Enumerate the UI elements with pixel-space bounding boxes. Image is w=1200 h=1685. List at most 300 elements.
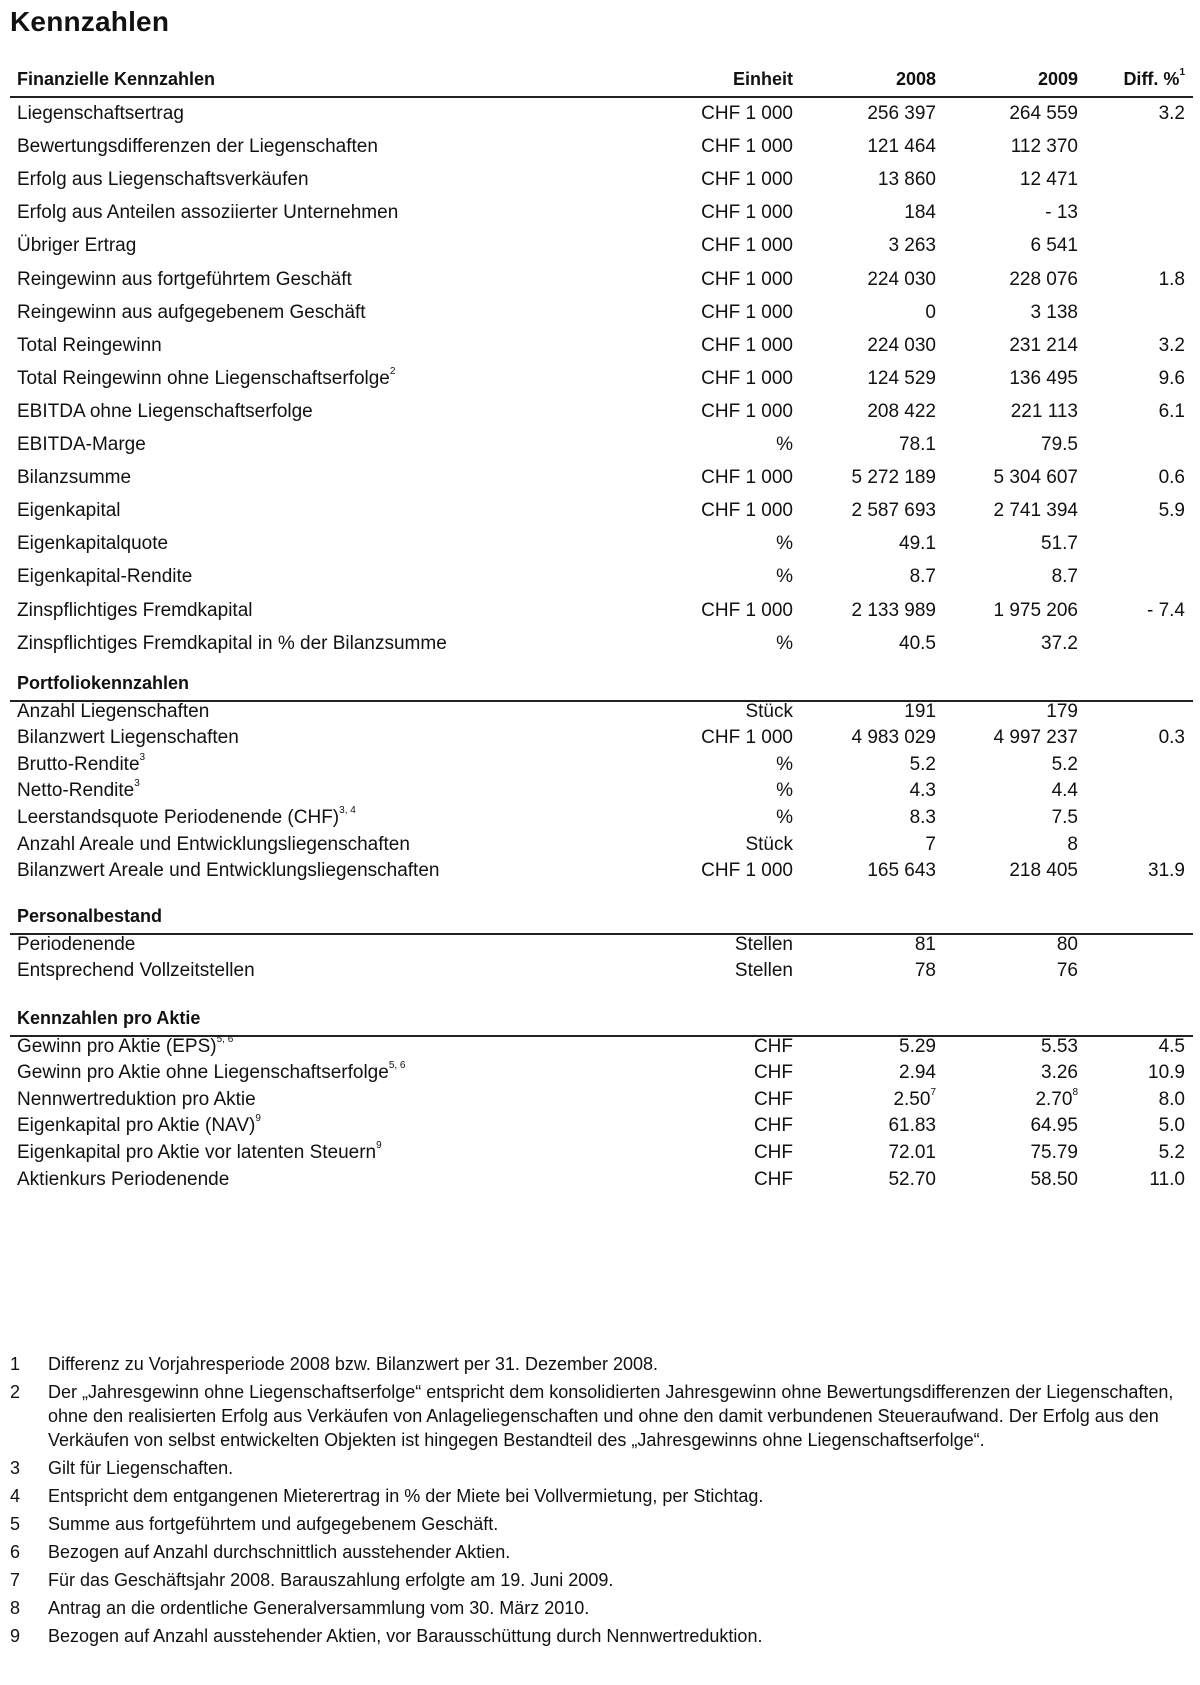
row-label-text: Nennwertreduktion pro Aktie: [17, 1088, 256, 1110]
footnote-number: 1: [10, 1354, 21, 1374]
header-year-2009: 2009: [1037, 69, 1078, 89]
row-label-text: EBITDA ohne Liegenschaftserfolge: [17, 400, 313, 422]
financial-rows: [10, 98, 1193, 661]
table-row: [10, 628, 1193, 661]
value-2008-text: 49.1: [899, 533, 936, 555]
value-2009-text: 5 304 607: [993, 467, 1078, 489]
row-label-text: Eigenkapital: [17, 500, 121, 522]
row-label: [17, 566, 192, 588]
row-label: [17, 633, 447, 655]
value-2008-text: 2 133 989: [851, 599, 936, 621]
personnel-table: [10, 907, 1193, 988]
value-2009: [1041, 533, 1078, 555]
footnote-number: 9: [10, 1626, 21, 1646]
header-diff-text: Diff. %: [1123, 69, 1180, 89]
row-label: [17, 1169, 229, 1191]
value-2009: [1009, 335, 1078, 357]
row-label-text: Anzahl Areale und Entwicklungsliegenschaften: [17, 833, 410, 855]
table-row: [10, 1060, 1193, 1091]
table-row: [10, 330, 1193, 363]
row-unit: Stellen: [734, 933, 793, 955]
footnote-number: 3: [10, 1458, 21, 1478]
value-2009-text: 264 559: [1009, 103, 1078, 125]
footnote-text: Gilt für Liegenschaften.: [48, 1458, 234, 1478]
personnel-rows: [10, 935, 1193, 988]
value-2008-text: 5.29: [899, 1035, 936, 1057]
table-row: [10, 561, 1193, 594]
value-diff: 11.0: [1149, 1168, 1185, 1190]
value-2008: [925, 302, 936, 324]
row-label: [17, 169, 309, 191]
value-2009-text: 4 997 237: [993, 727, 1078, 749]
table-row: [10, 751, 1193, 782]
row-label: [17, 467, 131, 489]
value-2008-text: 0: [925, 301, 936, 323]
table-row: [10, 363, 1193, 396]
table-row: [10, 962, 1193, 989]
footnote-item: [10, 1512, 1190, 1536]
value-diff: 0.3: [1158, 727, 1185, 749]
row-label-text: Reingewinn aus fortgeführtem Geschäft: [17, 268, 352, 290]
row-label: [17, 235, 136, 257]
row-unit: CHF 1 000: [701, 202, 793, 224]
row-unit: Stück: [745, 700, 793, 722]
footnote-item: [10, 1596, 1190, 1620]
value-2008: [867, 103, 936, 125]
footnote-number: 4: [10, 1486, 21, 1506]
row-unit: CHF 1 000: [701, 467, 793, 489]
table-row: [10, 230, 1193, 263]
table-row: [10, 98, 1193, 131]
value-2009: [1052, 754, 1078, 776]
footnote-ref: 3: [139, 751, 146, 763]
row-unit: %: [776, 806, 793, 828]
value-2008: [851, 467, 936, 489]
footnote-ref: 8: [1072, 1086, 1078, 1098]
value-2009: [1057, 934, 1078, 956]
row-label-text: Total Reingewinn: [17, 334, 162, 356]
row-label-text: Eigenkapital-Rendite: [17, 566, 193, 588]
row-unit: CHF 1 000: [701, 599, 793, 621]
row-label-text: Bilanzsumme: [17, 467, 132, 489]
row-label: [17, 202, 398, 224]
value-2009-text: 1 975 206: [993, 599, 1078, 621]
value-2009: [1035, 1086, 1078, 1111]
value-2009: [1030, 302, 1078, 324]
row-label-text: Reingewinn aus aufgegebenem Geschäft: [17, 301, 366, 323]
value-2008-text: 124 529: [867, 367, 936, 389]
row-unit: %: [776, 780, 793, 802]
footnote-ref: 7: [930, 1086, 936, 1098]
value-2008: [899, 633, 936, 655]
value-2008: [904, 202, 936, 224]
value-2008: [888, 1142, 936, 1164]
row-label: [17, 302, 366, 324]
row-unit: Stellen: [734, 960, 793, 981]
row-label-text: Anzahl Liegenschaften: [17, 700, 210, 722]
row-label: [17, 533, 168, 555]
row-label-text: Entsprechend Vollzeitstellen: [17, 960, 255, 981]
value-2009-text: 58.50: [1030, 1168, 1078, 1190]
value-2008: [899, 1062, 936, 1084]
table-row: [10, 1033, 1193, 1064]
value-2008: [867, 269, 936, 291]
value-2009-text: 231 214: [1009, 334, 1078, 356]
value-2009: [1052, 566, 1078, 588]
row-label-text: Periodenende: [17, 933, 136, 955]
value-2008-text: 5 272 189: [851, 467, 936, 489]
row-label: [17, 1139, 382, 1164]
section-header: [10, 1009, 1193, 1037]
table-row: [10, 1139, 1193, 1170]
row-unit: CHF 1 000: [701, 727, 793, 749]
value-2009: [1009, 103, 1078, 125]
row-label-text: Bewertungsdifferenzen der Liegenschaften: [17, 136, 378, 158]
value-2008-text: 61.83: [888, 1115, 936, 1137]
row-label-text: Gewinn pro Aktie (EPS): [17, 1035, 217, 1057]
value-2008: [867, 335, 936, 357]
table-row: [10, 164, 1193, 197]
row-label-text: Zinspflichtiges Fremdkapital in % der Bilanzsumme: [17, 632, 447, 654]
footnote-item: [10, 1456, 1190, 1480]
row-unit: CHF: [753, 1062, 793, 1084]
value-2009-text: 6 541: [1030, 235, 1078, 257]
row-label: [17, 269, 352, 291]
table-header: [10, 68, 1193, 98]
row-label: [17, 1089, 256, 1111]
row-label: [17, 834, 410, 856]
table-row: [10, 862, 1193, 889]
table-row: [10, 131, 1193, 164]
value-2008: [925, 834, 936, 856]
footnote-text: Summe aus fortgeführtem und aufgegebenem Geschäft.: [48, 1514, 499, 1534]
footnote-number: 6: [10, 1542, 21, 1562]
row-label-text: Brutto-Rendite: [17, 753, 140, 775]
value-2009-text: 218 405: [1009, 860, 1078, 882]
table-row: [10, 263, 1193, 296]
value-2009: [1009, 860, 1078, 882]
value-2009: [1011, 136, 1078, 158]
value-diff: 5.0: [1158, 1115, 1185, 1137]
value-diff: 3.2: [1158, 334, 1185, 356]
value-2008-text: 40.5: [899, 632, 936, 654]
row-label: [17, 434, 146, 456]
value-2009: [1030, 1169, 1078, 1191]
footnote-item: [10, 1484, 1190, 1508]
row-label: [17, 751, 146, 776]
value-diff: 31.9: [1148, 860, 1185, 882]
row-label-text: Eigenkapital pro Aktie vor latenten Steuern: [17, 1141, 377, 1163]
row-label: [17, 401, 313, 423]
value-2008: [893, 1086, 936, 1111]
value-2008-text: 78: [914, 960, 936, 981]
value-2008-text: 2.50: [893, 1088, 931, 1110]
table-row: [10, 1170, 1193, 1197]
row-label-text: Aktienkurs Periodenende: [17, 1168, 230, 1190]
value-2009: [1052, 780, 1078, 802]
footnote-number: 2: [10, 1382, 21, 1402]
row-label: [17, 727, 239, 749]
value-2008-text: 208 422: [867, 400, 936, 422]
value-2009-text: 75.79: [1030, 1141, 1078, 1163]
row-unit: Stück: [745, 833, 793, 855]
value-2008-text: 224 030: [867, 334, 936, 356]
row-unit: %: [776, 566, 793, 588]
header-unit: Einheit: [732, 69, 793, 89]
section-title: Kennzahlen pro Aktie: [17, 1008, 201, 1028]
footnote-item: [10, 1624, 1190, 1648]
row-label: [17, 136, 378, 158]
footnote-ref: 3: [134, 778, 140, 790]
row-label-text: Zinspflichtiges Fremdkapital: [17, 599, 253, 621]
row-label-text: Eigenkapital pro Aktie (NAV): [17, 1115, 256, 1137]
footnote-text: Antrag an die ordentliche Generalversammlung vom 30. März 2010.: [48, 1598, 590, 1618]
value-2009-text: 37.2: [1041, 632, 1078, 654]
value-2008: [910, 754, 936, 776]
header-year-2008: 2008: [895, 69, 936, 89]
table-row: [10, 495, 1193, 528]
value-2008-text: 78.1: [899, 434, 936, 456]
footnote-number: 5: [10, 1514, 21, 1534]
value-2009-text: 76: [1056, 960, 1078, 981]
footnote-number: 8: [10, 1598, 21, 1618]
value-2009: [1067, 834, 1078, 856]
value-diff: 6.1: [1158, 400, 1185, 422]
row-unit: %: [776, 533, 793, 555]
row-label-text: Bilanzwert Areale und Entwicklungsliegenschaften: [17, 860, 440, 882]
value-2009-text: 3.26: [1041, 1062, 1078, 1084]
row-label-text: Netto-Rendite: [17, 780, 135, 802]
value-2008-text: 8.7: [909, 566, 936, 588]
section-title: Portfoliokennzahlen: [17, 673, 190, 693]
value-2008-text: 81: [914, 933, 936, 955]
footnote-ref: 2: [389, 365, 396, 377]
footnote-text: Bezogen auf Anzahl durchschnittlich ausstehender Aktien.: [48, 1542, 511, 1562]
row-label: [17, 600, 252, 622]
footnote-text: Bezogen auf Anzahl ausstehender Aktien, vor Barausschüttung durch Nennwertreduktion.: [48, 1626, 763, 1646]
value-2008: [899, 533, 936, 555]
row-label: [17, 860, 439, 882]
section-title: Personalbestand: [17, 906, 163, 926]
value-2008-text: 13 860: [877, 169, 936, 191]
value-2008-text: 165 643: [867, 860, 936, 882]
value-diff: 4.5: [1158, 1035, 1185, 1057]
value-2008: [851, 500, 936, 522]
page-title: Kennzahlen: [10, 6, 170, 37]
row-label-text: Erfolg aus Liegenschaftsverkäufen: [17, 169, 309, 191]
value-2009-text: - 13: [1045, 202, 1078, 224]
value-2009: [1057, 960, 1078, 982]
row-label: [17, 103, 184, 125]
value-2009-text: 79.5: [1041, 434, 1078, 456]
table-row: [10, 778, 1193, 809]
row-unit: CHF: [753, 1168, 793, 1190]
value-2009: [1041, 633, 1078, 655]
value-2008-text: 184: [904, 202, 936, 224]
value-2009-text: 2 741 394: [993, 500, 1078, 522]
footnote-item: [10, 1380, 1190, 1452]
row-label: [17, 701, 209, 723]
row-label: [17, 1115, 261, 1137]
financial-table: [10, 68, 1193, 661]
per-share-table: [10, 1009, 1193, 1197]
value-2008: [888, 1115, 936, 1137]
value-2009: [993, 600, 1078, 622]
value-2009: [1041, 434, 1078, 456]
value-2008-text: 224 030: [867, 268, 936, 290]
value-2009: [1030, 1115, 1078, 1137]
value-2008: [904, 701, 936, 723]
value-2008: [888, 1169, 936, 1191]
value-2009-text: 64.95: [1030, 1115, 1078, 1137]
value-2008-text: 3 263: [888, 235, 936, 257]
value-2009-text: 4.4: [1051, 780, 1078, 802]
value-2009-text: 12 471: [1019, 169, 1078, 191]
row-unit: CHF 1 000: [701, 301, 793, 323]
row-unit: CHF 1 000: [701, 860, 793, 882]
row-label-text: EBITDA-Marge: [17, 434, 146, 456]
value-diff: 3.2: [1158, 103, 1185, 125]
row-label: [17, 1062, 406, 1084]
value-2008: [867, 368, 936, 390]
row-label-text: Bilanzwert Liegenschaften: [17, 727, 239, 749]
row-unit: CHF: [753, 1035, 793, 1057]
row-label-text: Eigenkapitalquote: [17, 533, 169, 555]
value-diff: 5.2: [1158, 1141, 1185, 1163]
value-2009: [993, 467, 1078, 489]
value-diff: 0.6: [1158, 467, 1185, 489]
value-2009-text: 80: [1056, 933, 1078, 955]
value-2009: [1011, 401, 1078, 423]
value-2009: [993, 500, 1078, 522]
table-row: [10, 729, 1193, 756]
value-2009: [1009, 269, 1078, 291]
header-label: Finanzielle Kennzahlen: [17, 69, 216, 89]
portfolio-table: [10, 674, 1193, 888]
row-label: [17, 365, 396, 390]
footnote-ref: 9: [255, 1113, 261, 1125]
footnote-item: [10, 1352, 1190, 1376]
value-2008: [915, 960, 936, 982]
value-2008-text: 52.70: [888, 1168, 936, 1190]
row-label-text: Leerstandsquote Periodenende (CHF): [17, 806, 340, 828]
footnote-text: Der „Jahresgewinn ohne Liegenschaftserfolge“ entspricht dem konsolidierten Jahresgewinn ohne Bewertungsdifferenzen der Liegenschaften, ohne den realisierten Erfolg aus Verkäufen von Anlageliegenschaften und ohne den damit verbundenen Steueraufwand. Der Erfolg aus den Verkäufen von selbst entwickelten Objekten ist hingegen Bestandteil des „Jahresgewinns ohne Liegenschaftserfolge“.: [48, 1382, 1174, 1450]
row-unit: CHF 1 000: [701, 169, 793, 191]
row-unit: CHF 1 000: [701, 334, 793, 356]
value-2008: [878, 169, 936, 191]
value-2009: [1045, 202, 1078, 224]
row-unit: CHF: [753, 1088, 793, 1110]
value-2008: [867, 860, 936, 882]
value-2009: [993, 727, 1078, 749]
row-label: [17, 780, 140, 802]
value-2009: [1041, 1062, 1078, 1084]
value-2009: [1009, 368, 1078, 390]
value-2009-text: 228 076: [1009, 268, 1078, 290]
value-2009-text: 112 370: [1010, 136, 1078, 158]
value-2009: [1052, 807, 1078, 829]
table-row: [10, 935, 1193, 962]
per-share-rows: [10, 1033, 1193, 1197]
value-2009-text: 5.53: [1041, 1035, 1078, 1057]
table-row: [10, 594, 1193, 627]
value-2009-text: 8.7: [1051, 566, 1078, 588]
row-label: [17, 1033, 234, 1058]
row-unit: CHF 1 000: [701, 367, 793, 389]
footnote-ref: 1: [1179, 67, 1185, 78]
value-2009-text: 136 495: [1009, 367, 1078, 389]
section-header: [10, 674, 1193, 702]
row-unit: CHF 1 000: [701, 235, 793, 257]
row-unit: CHF 1 000: [701, 400, 793, 422]
value-2008: [851, 600, 936, 622]
row-label-text: Übriger Ertrag: [17, 235, 137, 257]
value-2008-text: 5.2: [909, 753, 936, 775]
value-2009: [1030, 1142, 1078, 1164]
value-2009-text: 7.5: [1051, 806, 1078, 828]
footnote-ref: 3, 4: [339, 804, 356, 816]
row-label: [17, 335, 162, 357]
table-row: [10, 804, 1193, 835]
value-2009: [1020, 169, 1078, 191]
value-2009-text: 179: [1046, 700, 1078, 722]
row-label-text: Total Reingewinn ohne Liegenschaftserfolge: [17, 367, 390, 389]
row-label-text: Gewinn pro Aktie ohne Liegenschaftserfolge: [17, 1062, 389, 1084]
row-label: [17, 804, 356, 829]
footnote-ref: 5, 6: [216, 1033, 234, 1045]
value-2008-text: 256 397: [867, 103, 936, 125]
table-row: [10, 835, 1193, 862]
table-row: [10, 1086, 1193, 1117]
footnote-item: [10, 1540, 1190, 1564]
value-diff: 9.6: [1158, 367, 1185, 389]
table-row: [10, 297, 1193, 330]
footnote-text: Entspricht dem entgangenen Mieterertrag in % der Miete bei Vollvermietung, per Stichtag.: [48, 1486, 764, 1506]
value-diff: 1.8: [1158, 268, 1185, 290]
value-2008: [915, 934, 936, 956]
table-row: [10, 429, 1193, 462]
value-2008-text: 8.3: [909, 806, 936, 828]
portfolio-rows: [10, 702, 1193, 888]
value-2009-text: 3 138: [1030, 301, 1078, 323]
value-diff: - 7.4: [1146, 599, 1185, 621]
row-label: [17, 500, 121, 522]
row-label-text: Erfolg aus Anteilen assoziierter Unternehmen: [17, 202, 399, 224]
value-diff: 5.9: [1158, 500, 1185, 522]
table-row: [10, 197, 1193, 230]
value-2008-text: 4 983 029: [851, 727, 936, 749]
table-row: [10, 396, 1193, 429]
value-2008-text: 191: [904, 700, 936, 722]
value-diff: 8.0: [1158, 1088, 1185, 1110]
footnote-text: Differenz zu Vorjahresperiode 2008 bzw. Bilanzwert per 31. Dezember 2008.: [48, 1354, 659, 1374]
value-2008-text: 2.94: [899, 1062, 936, 1084]
value-2008: [851, 727, 936, 749]
table-row: [10, 462, 1193, 495]
value-2009: [1041, 1036, 1078, 1058]
value-2008: [899, 434, 936, 456]
value-2008-text: 7: [925, 833, 936, 855]
row-unit: CHF 1 000: [701, 136, 793, 158]
table-row: [10, 702, 1193, 729]
value-2008: [888, 235, 936, 257]
row-unit: CHF 1 000: [701, 268, 793, 290]
value-diff: 10.9: [1148, 1062, 1185, 1084]
footnote-ref: 9: [376, 1139, 382, 1151]
footnote-ref: 5, 6: [388, 1060, 406, 1072]
table-row: [10, 1113, 1193, 1144]
row-label: [17, 960, 255, 982]
